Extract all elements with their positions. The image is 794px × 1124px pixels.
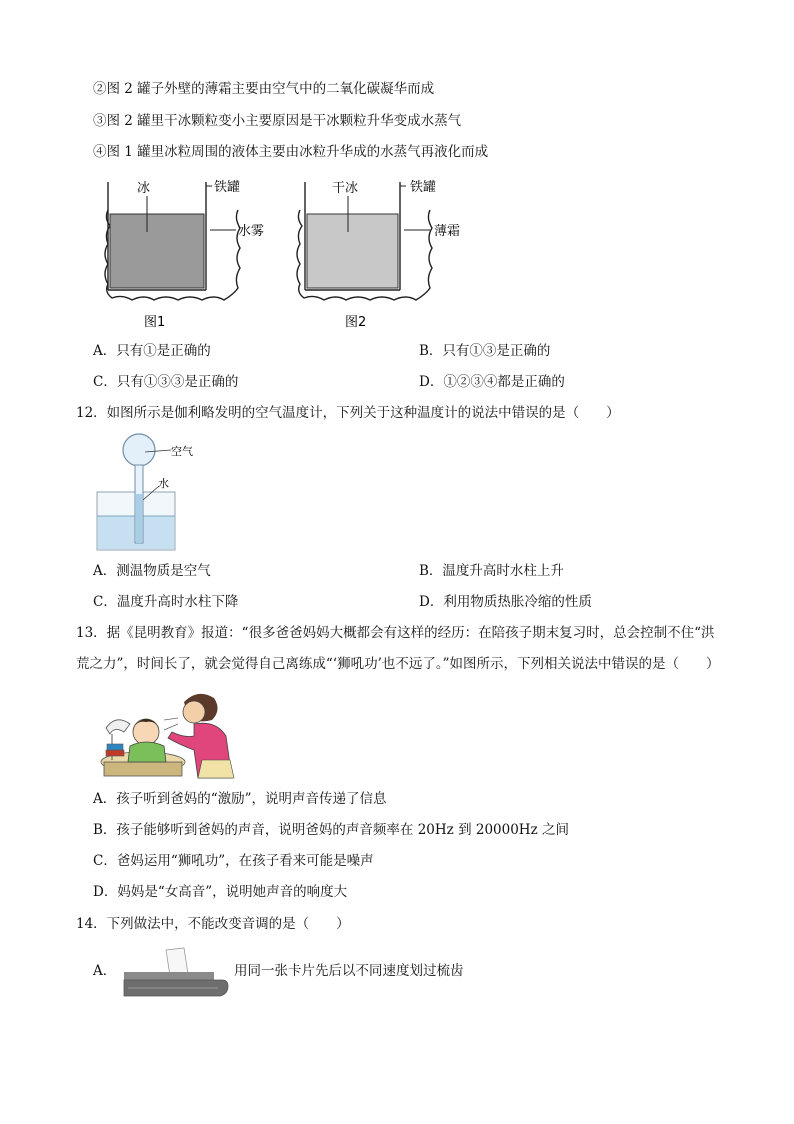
q13-stem-line1: 13．据《昆明教育》报道：“很多爸爸妈妈大概都会有这样的经历：在陪孩子期末复习时，总会控制不住“洪: [76, 625, 715, 641]
label-can-2: 铁罐: [410, 180, 437, 195]
q13-option-c: C．爸妈运用“狮吼功”，在孩子看来可能是噪声: [93, 853, 374, 869]
q13-option-d: D．妈妈是“女高音”，说明她声音的响度大: [93, 884, 348, 900]
label-dryice: 干冰: [332, 181, 359, 196]
q14-option-a-letter: A．: [93, 963, 117, 979]
figure-mother-child-study: [98, 680, 240, 780]
q11-option-d: D．①②③④都是正确的: [419, 374, 565, 390]
figure-air-thermometer: [95, 430, 210, 555]
q12-option-c: C．温度升高时水柱下降: [93, 594, 239, 610]
q11-statement-3: ③图 2 罐里干冰颗粒变小主要原因是干冰颗粒升华变成水蒸气: [93, 113, 462, 129]
q11-option-a: A．只有①是正确的: [93, 343, 211, 359]
q13-stem-line2: 荒之力”，时间长了，就会觉得自己离练成“‘狮吼功’也不远了。”如图所示，下列相关说法中错误的是（ ）: [76, 656, 720, 672]
label-water: 水: [158, 477, 169, 490]
label-can-1: 铁罐: [214, 180, 241, 195]
q11-option-c: C．只有①③③是正确的: [93, 374, 239, 390]
label-air: 空气: [171, 445, 193, 458]
q12-stem: 12．如图所示是伽利略发明的空气温度计，下列关于这种温度计的说法中错误的是（ ）: [76, 405, 620, 421]
label-mist: 水雾: [238, 224, 265, 239]
q14-stem: 14．下列做法中，不能改变音调的是（ ）: [76, 916, 350, 932]
dryice-block: [307, 214, 398, 288]
figure-1-ice-can: [88, 172, 288, 332]
figure-2-dryice-can: [280, 172, 480, 332]
q14-option-a-text: 用同一张卡片先后以不同速度划过梳齿: [234, 963, 464, 979]
q13-option-b: B．孩子能够听到爸妈的声音，说明爸妈的声音频率在 20Hz 到 20000Hz 之间: [93, 822, 569, 838]
caption-fig2: 图2: [345, 315, 367, 330]
q11-option-b: B．只有①③是正确的: [419, 343, 551, 359]
label-ice: 冰: [137, 181, 151, 196]
q12-option-a: A．测温物质是空气: [93, 563, 211, 579]
figure-comb-card: [118, 946, 230, 1004]
q13-option-a: A．孩子听到爸妈的“激励”，说明声音传递了信息: [93, 791, 387, 807]
label-frost: 薄霜: [434, 224, 461, 239]
q12-option-d: D．利用物质热胀冷缩的性质: [419, 594, 592, 610]
caption-fig1: 图1: [144, 315, 166, 330]
q11-statement-2: ②图 2 罐子外壁的薄霜主要由空气中的二氧化碳凝华而成: [93, 81, 435, 97]
ice-block: [110, 214, 204, 288]
q12-option-b: B．温度升高时水柱上升: [419, 563, 564, 579]
q11-statement-4: ④图 1 罐里冰粒周围的液体主要由冰粒升华成的水蒸气再液化而成: [93, 144, 489, 160]
